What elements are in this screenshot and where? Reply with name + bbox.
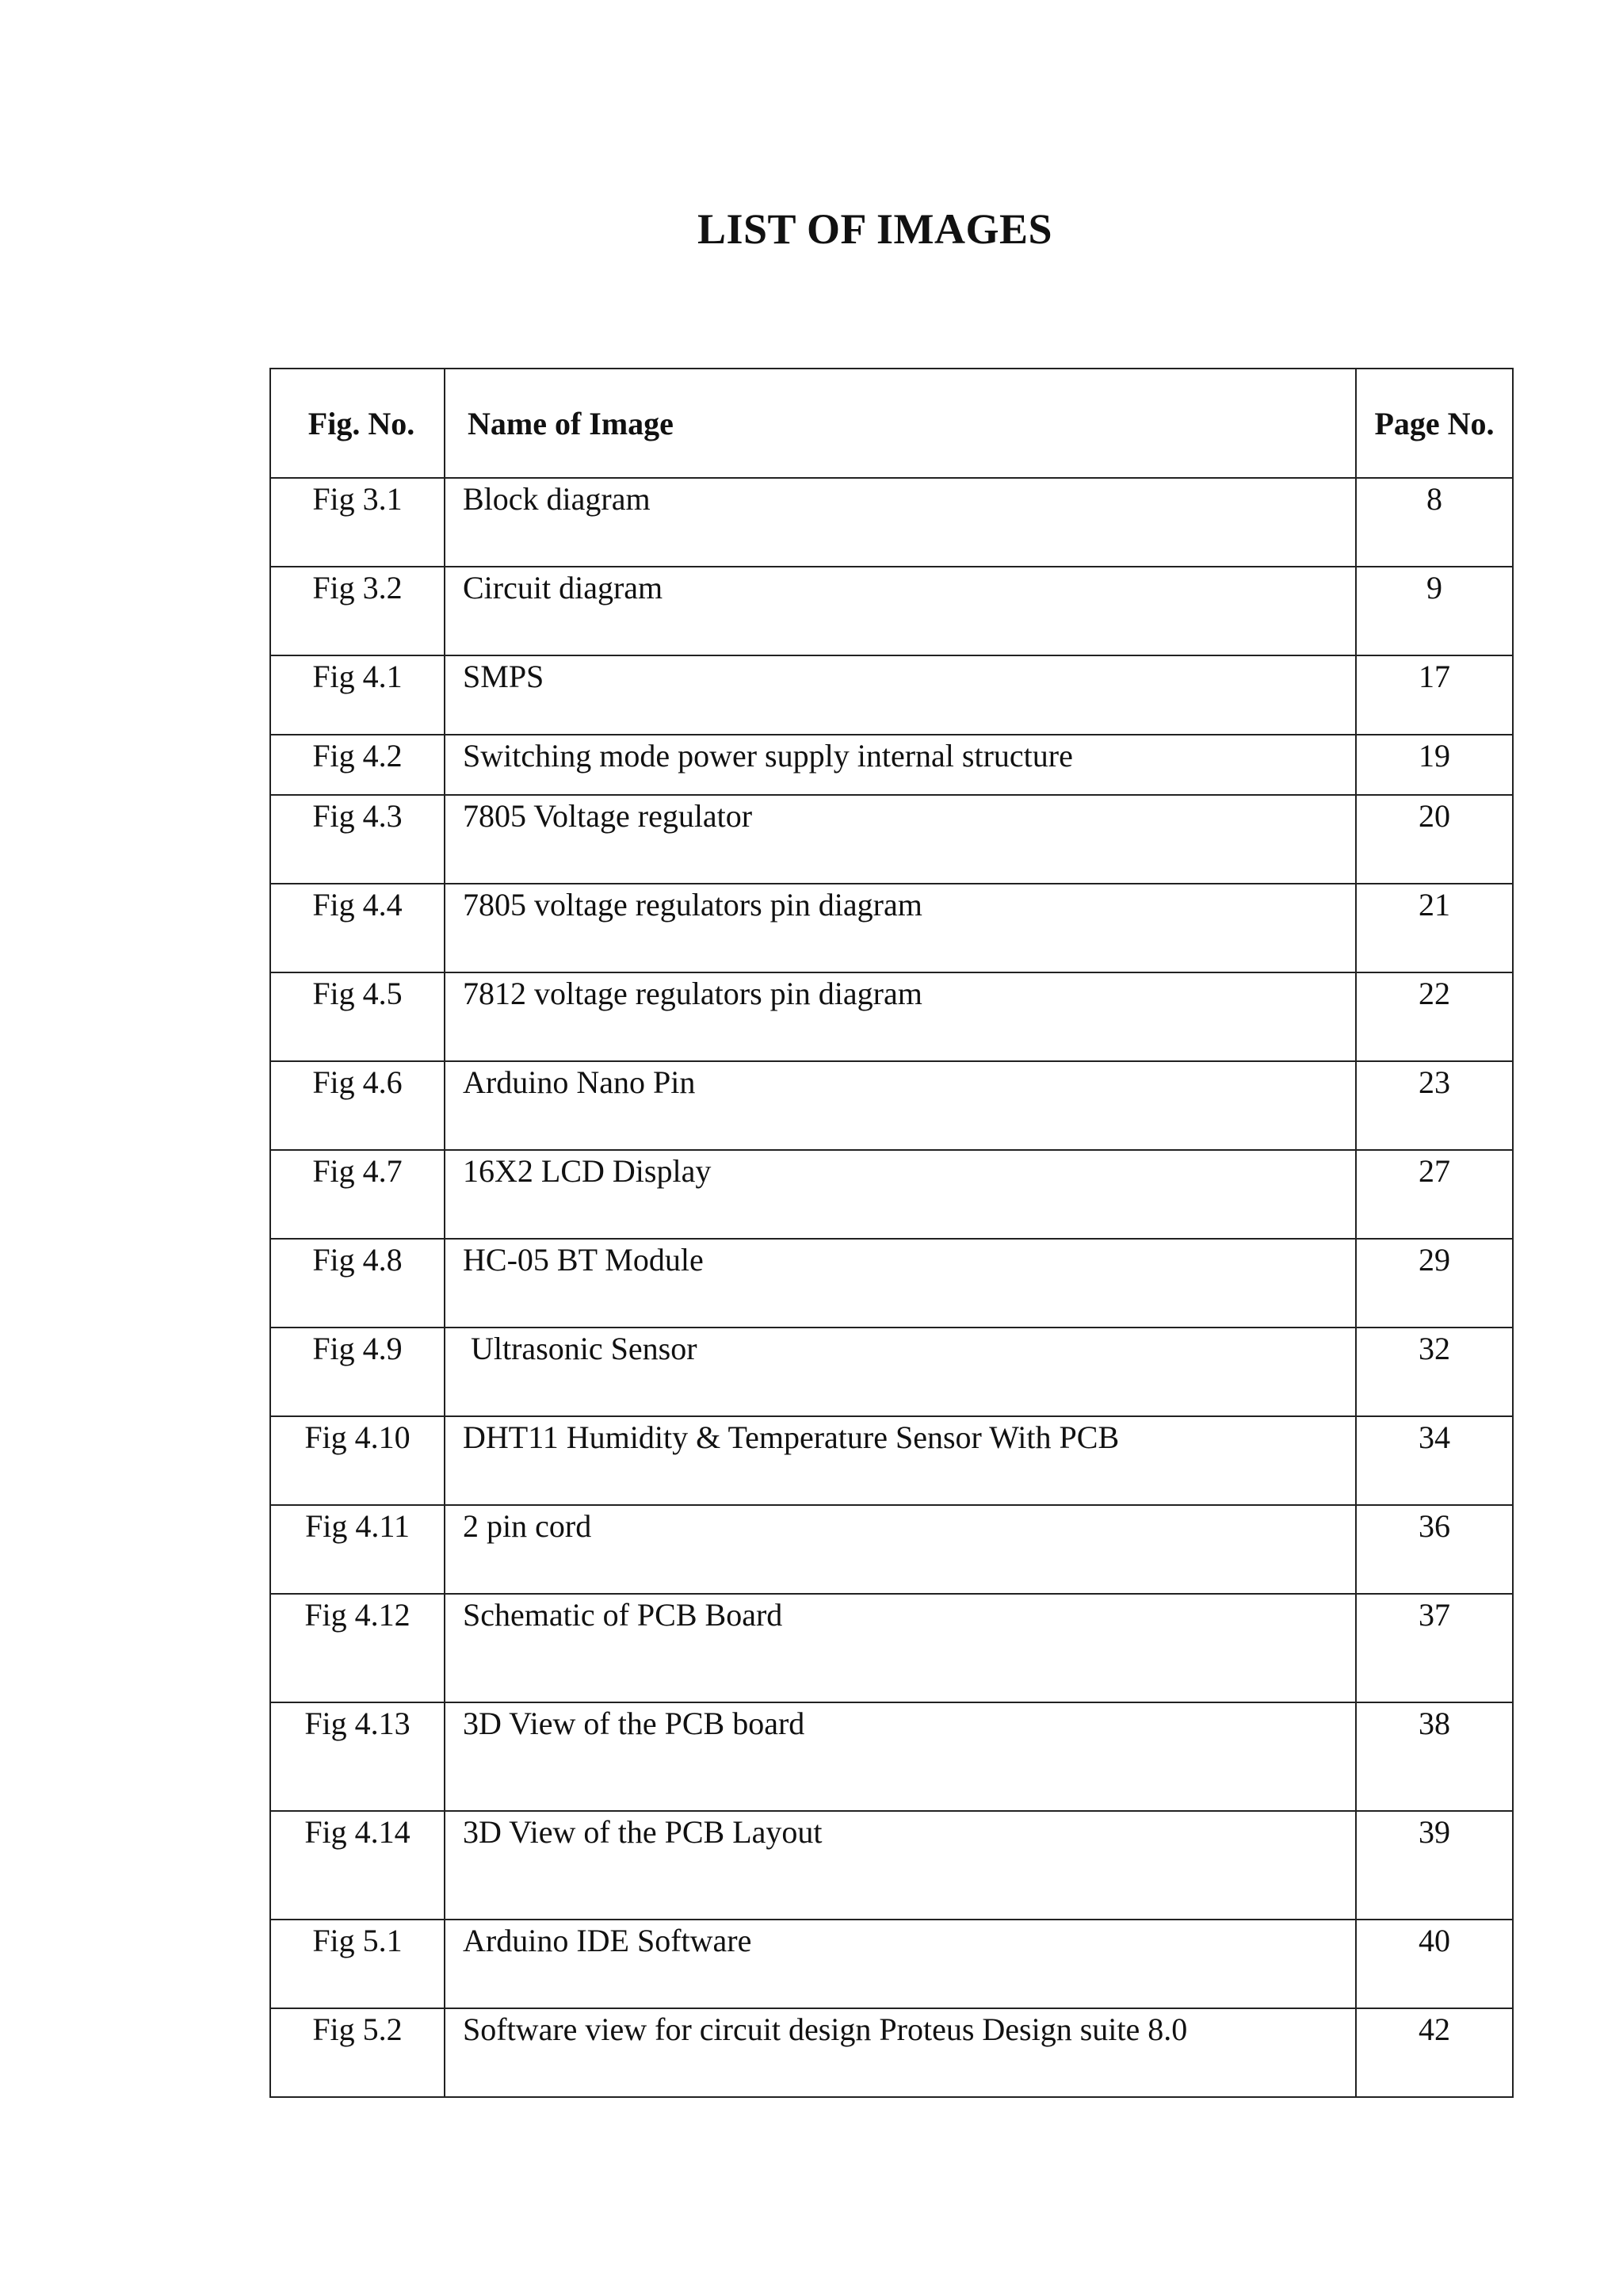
page-number-cell: 34 xyxy=(1356,1416,1513,1505)
table-row xyxy=(270,567,1513,655)
image-name-cell: 16X2 LCD Display xyxy=(445,1150,1356,1239)
image-name-cell: 7812 voltage regulators pin diagram xyxy=(445,972,1356,1061)
image-name-cell: SMPS xyxy=(445,655,1356,735)
image-name-cell: Block diagram xyxy=(445,478,1356,567)
page-number-cell: 27 xyxy=(1356,1150,1513,1239)
table-row xyxy=(270,1061,1513,1150)
list-of-images-table xyxy=(269,368,1514,2098)
page-number-cell: 29 xyxy=(1356,1239,1513,1328)
page-number-cell: 8 xyxy=(1356,478,1513,567)
image-name-cell: 7805 voltage regulators pin diagram xyxy=(445,884,1356,972)
page-number-cell: 23 xyxy=(1356,1061,1513,1150)
fig-number-cell: Fig 4.3 xyxy=(270,795,445,884)
header-name-of-image: Name of Image xyxy=(445,369,1356,478)
page-number-cell: 21 xyxy=(1356,884,1513,972)
image-name-cell: 7805 Voltage regulator xyxy=(445,795,1356,884)
image-name-cell: 3D View of the PCB Layout xyxy=(445,1811,1356,1920)
page-number-cell: 42 xyxy=(1356,2008,1513,2097)
fig-number-cell: Fig 3.1 xyxy=(270,478,445,567)
table-row xyxy=(270,1811,1513,1920)
image-name-cell: Arduino Nano Pin xyxy=(445,1061,1356,1150)
page-number-cell: 32 xyxy=(1356,1328,1513,1416)
table-row xyxy=(270,1416,1513,1505)
header-fig-no: Fig. No. xyxy=(270,369,445,478)
page-number-cell: 40 xyxy=(1356,1920,1513,2008)
image-name-cell: HC-05 BT Module xyxy=(445,1239,1356,1328)
fig-number-cell: Fig 4.10 xyxy=(270,1416,445,1505)
table-row xyxy=(270,655,1513,735)
table-row xyxy=(270,1920,1513,2008)
table-row xyxy=(270,1594,1513,1702)
fig-number-cell: Fig 4.12 xyxy=(270,1594,445,1702)
fig-number-cell: Fig 4.13 xyxy=(270,1702,445,1811)
fig-number-cell: Fig 4.4 xyxy=(270,884,445,972)
page-number-cell: 38 xyxy=(1356,1702,1513,1811)
fig-number-cell: Fig 4.9 xyxy=(270,1328,445,1416)
fig-number-cell: Fig 4.5 xyxy=(270,972,445,1061)
table-row xyxy=(270,884,1513,972)
fig-number-cell: Fig 3.2 xyxy=(270,567,445,655)
header-page-no: Page No. xyxy=(1356,369,1513,478)
table-row xyxy=(270,735,1513,795)
image-name-cell: Software view for circuit design Proteus Design suite 8.0 xyxy=(445,2008,1356,2097)
table-row xyxy=(270,972,1513,1061)
fig-number-cell: Fig 4.14 xyxy=(270,1811,445,1920)
fig-number-cell: Fig 4.8 xyxy=(270,1239,445,1328)
fig-number-cell: Fig 4.7 xyxy=(270,1150,445,1239)
table-row xyxy=(270,1328,1513,1416)
image-name-cell: 2 pin cord xyxy=(445,1505,1356,1594)
table-row xyxy=(270,1702,1513,1811)
fig-number-cell: Fig 4.2 xyxy=(270,735,445,795)
page-number-cell: 19 xyxy=(1356,735,1513,795)
page-number-cell: 9 xyxy=(1356,567,1513,655)
fig-number-cell: Fig 5.2 xyxy=(270,2008,445,2097)
page-number-cell: 22 xyxy=(1356,972,1513,1061)
page-number-cell: 36 xyxy=(1356,1505,1513,1594)
table-row xyxy=(270,1239,1513,1328)
image-name-cell: Schematic of PCB Board xyxy=(445,1594,1356,1702)
table-row xyxy=(270,478,1513,567)
table-row xyxy=(270,1150,1513,1239)
page-number-cell: 39 xyxy=(1356,1811,1513,1920)
table-row xyxy=(270,795,1513,884)
fig-number-cell: Fig 5.1 xyxy=(270,1920,445,2008)
page-number-cell: 37 xyxy=(1356,1594,1513,1702)
table-row xyxy=(270,1505,1513,1594)
fig-number-cell: Fig 4.11 xyxy=(270,1505,445,1594)
page-number-cell: 17 xyxy=(1356,655,1513,735)
page-title: LIST OF IMAGES xyxy=(697,205,1053,253)
table-row xyxy=(270,2008,1513,2097)
table-header-row xyxy=(270,369,1513,478)
image-name-cell: Circuit diagram xyxy=(445,567,1356,655)
image-name-cell: Arduino IDE Software xyxy=(445,1920,1356,2008)
image-name-cell: 3D View of the PCB board xyxy=(445,1702,1356,1811)
image-name-cell: DHT11 Humidity & Temperature Sensor With PCB xyxy=(445,1416,1356,1505)
image-name-cell: Ultrasonic Sensor xyxy=(445,1328,1356,1416)
fig-number-cell: Fig 4.1 xyxy=(270,655,445,735)
fig-number-cell: Fig 4.6 xyxy=(270,1061,445,1150)
image-name-cell: Switching mode power supply internal structure xyxy=(445,735,1356,795)
page-number-cell: 20 xyxy=(1356,795,1513,884)
